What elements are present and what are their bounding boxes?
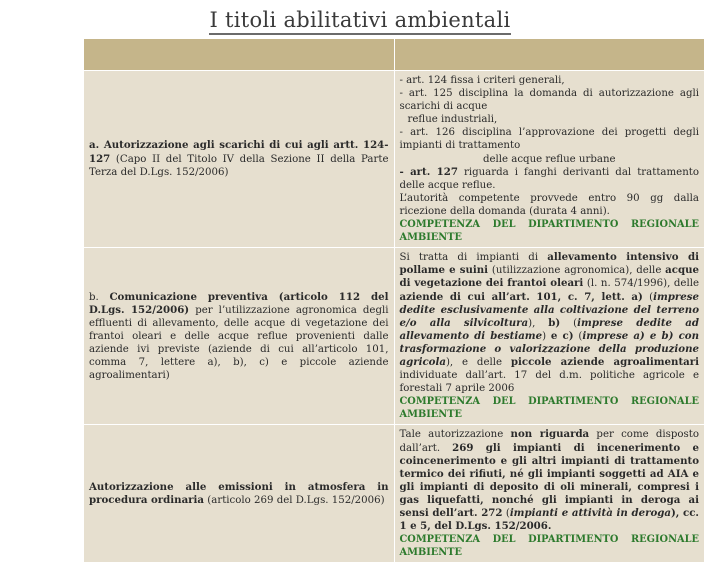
row-2-t15: ( (573, 330, 583, 342)
row-2-t6: aziende di cui all’art. 101, c. 7, lett. a) (399, 290, 643, 303)
row-2-left-bold: Comunicazione preventiva (articolo 112 del D.Lgs. 152/2006) (89, 290, 389, 316)
row-1-competence: COMPETENZA DEL DIPARTIMENTO REGIONALE AMBIENTE (399, 219, 699, 244)
table-row (84, 425, 705, 563)
permits-table (83, 38, 705, 563)
row-2-t7: ( (642, 291, 654, 303)
row-2-t19: individuate dall’art. 17 del d.m. politiche agricole e forestali 7 aprile 2006 (399, 370, 699, 395)
table-row (84, 71, 705, 248)
row-2-t2: allevamento intensivo di pollame e suini (399, 251, 699, 277)
row-2-t14: e c) (550, 329, 574, 342)
row-2-t3: (utilizzazione agronomica), delle (488, 265, 666, 277)
row-2-text (400, 252, 700, 394)
row-2-t10: b) (548, 316, 561, 329)
page-title (0, 8, 720, 32)
row-1-left-text: (Capo II del Titolo IV della Sezione II della Parte Terza del D.Lgs. 152/2006) (89, 153, 389, 178)
row-3-t5: ( (502, 508, 510, 519)
row-2-t17: ), e delle (445, 356, 511, 368)
row-1-line-1: - art. 124 fissa i criteri generali, (399, 75, 565, 86)
row-2-t11: ( (560, 317, 578, 329)
row-3-left-text: (articolo 269 del D.Lgs. 152/2006) (204, 494, 385, 506)
row-1-line-6-text: riguarda i fanghi derivanti dal trattamento delle acque reflue. (399, 166, 699, 191)
row-3-t7: ), cc. 1 e 5, del D.Lgs. 152/2006. (399, 507, 699, 533)
row-3-t1: Tale autorizzazione (399, 429, 511, 441)
row-2-left-prefix: b. (89, 291, 110, 303)
row-2-t8: imprese dedite esclusivamente alla coltivazione del terreno e/o alla silvicoltura (399, 290, 699, 329)
row-2-t12: imprese dedite ad allevamento di bestiame (399, 316, 700, 342)
row-1-left-bold: a. Autorizzazione agli scarichi di cui agli artt. 124-127 (89, 139, 389, 165)
page-title-text: I titoli abilitativi ambientali (209, 8, 510, 35)
row-2-t4: acque di vegetazione dei frantoi oleari (399, 264, 699, 290)
row-3-t6: impianti e attività in deroga (509, 507, 671, 519)
row-1-line-7: L’autorità competente provvede entro 90 gg dalla ricezione della domanda (durata 4 anni). (399, 192, 699, 217)
row-1-line-3: reflue industriali, (407, 114, 498, 126)
row-1-line-5: delle acque reflue urbane (482, 153, 616, 165)
table-header-row (84, 39, 705, 71)
header-cell-2 (394, 39, 705, 71)
row-2-t16: imprese a) e b) con trasformazione o valorizzazione della produzione agricola (399, 329, 699, 368)
row-2-right-cell (394, 248, 705, 425)
row-3-t3: per come disposto dall’art. (399, 429, 699, 454)
row-3-competence: COMPETENZA DEL DIPARTIMENTO REGIONALE AMBIENTE (399, 534, 699, 559)
table-row (84, 248, 705, 425)
header-cell-1 (84, 39, 395, 71)
row-1-line-6-bold: - art. 127 (399, 165, 458, 178)
row-2-left-text: per l’utilizzazione agronomica degli effluenti di allevamento, delle acque di vegetazione dei frantoi oleari e delle acque reflue provenienti dalle aziende ivi previste (aziende di cui all’articolo 101, comma 7, lettere a), b), c) e piccole aziende agroalimentari) (89, 304, 389, 382)
row-2-t13: ) (542, 330, 551, 342)
row-2-t1: Si tratta di impianti di (399, 252, 548, 264)
row-1-line-6 (400, 166, 700, 192)
row-2-t5: (l. n. 574/1996), delle (583, 278, 699, 290)
row-2-competence: COMPETENZA DEL DIPARTIMENTO REGIONALE AMBIENTE (399, 396, 699, 421)
row-1-right-cell (394, 71, 705, 248)
row-3-t2: non riguarda (510, 428, 590, 441)
row-3-text (400, 429, 700, 532)
row-2-left-cell (84, 248, 395, 425)
row-3-left-cell (84, 425, 395, 563)
row-3-right-cell (394, 425, 705, 563)
row-1-left-cell (84, 71, 395, 248)
row-1-line-4: - art. 126 disciplina l’approvazione dei progetti degli impianti di trattamento (399, 127, 699, 152)
row-1-line-2: - art. 125 disciplina la domanda di autorizzazione agli scarichi di acque (399, 88, 699, 113)
row-2-t9: ), (528, 317, 549, 329)
row-3-t4: 269 gli impianti di incenerimento e coincenerimento e gli altri impianti di trattamento termico dei rifiuti, né gli impianti soggetti ad AIA e gli impianti di deposito di oli minerali, compresi i gas liquefatti, nonché gli impianti in deroga ai sensi dell’art. 272 (399, 441, 699, 519)
row-3-left-bold: Autorizzazione alle emissioni in atmosfera in procedura ordinaria (89, 480, 389, 506)
row-2-t18: piccole aziende agroalimentari (510, 355, 699, 368)
